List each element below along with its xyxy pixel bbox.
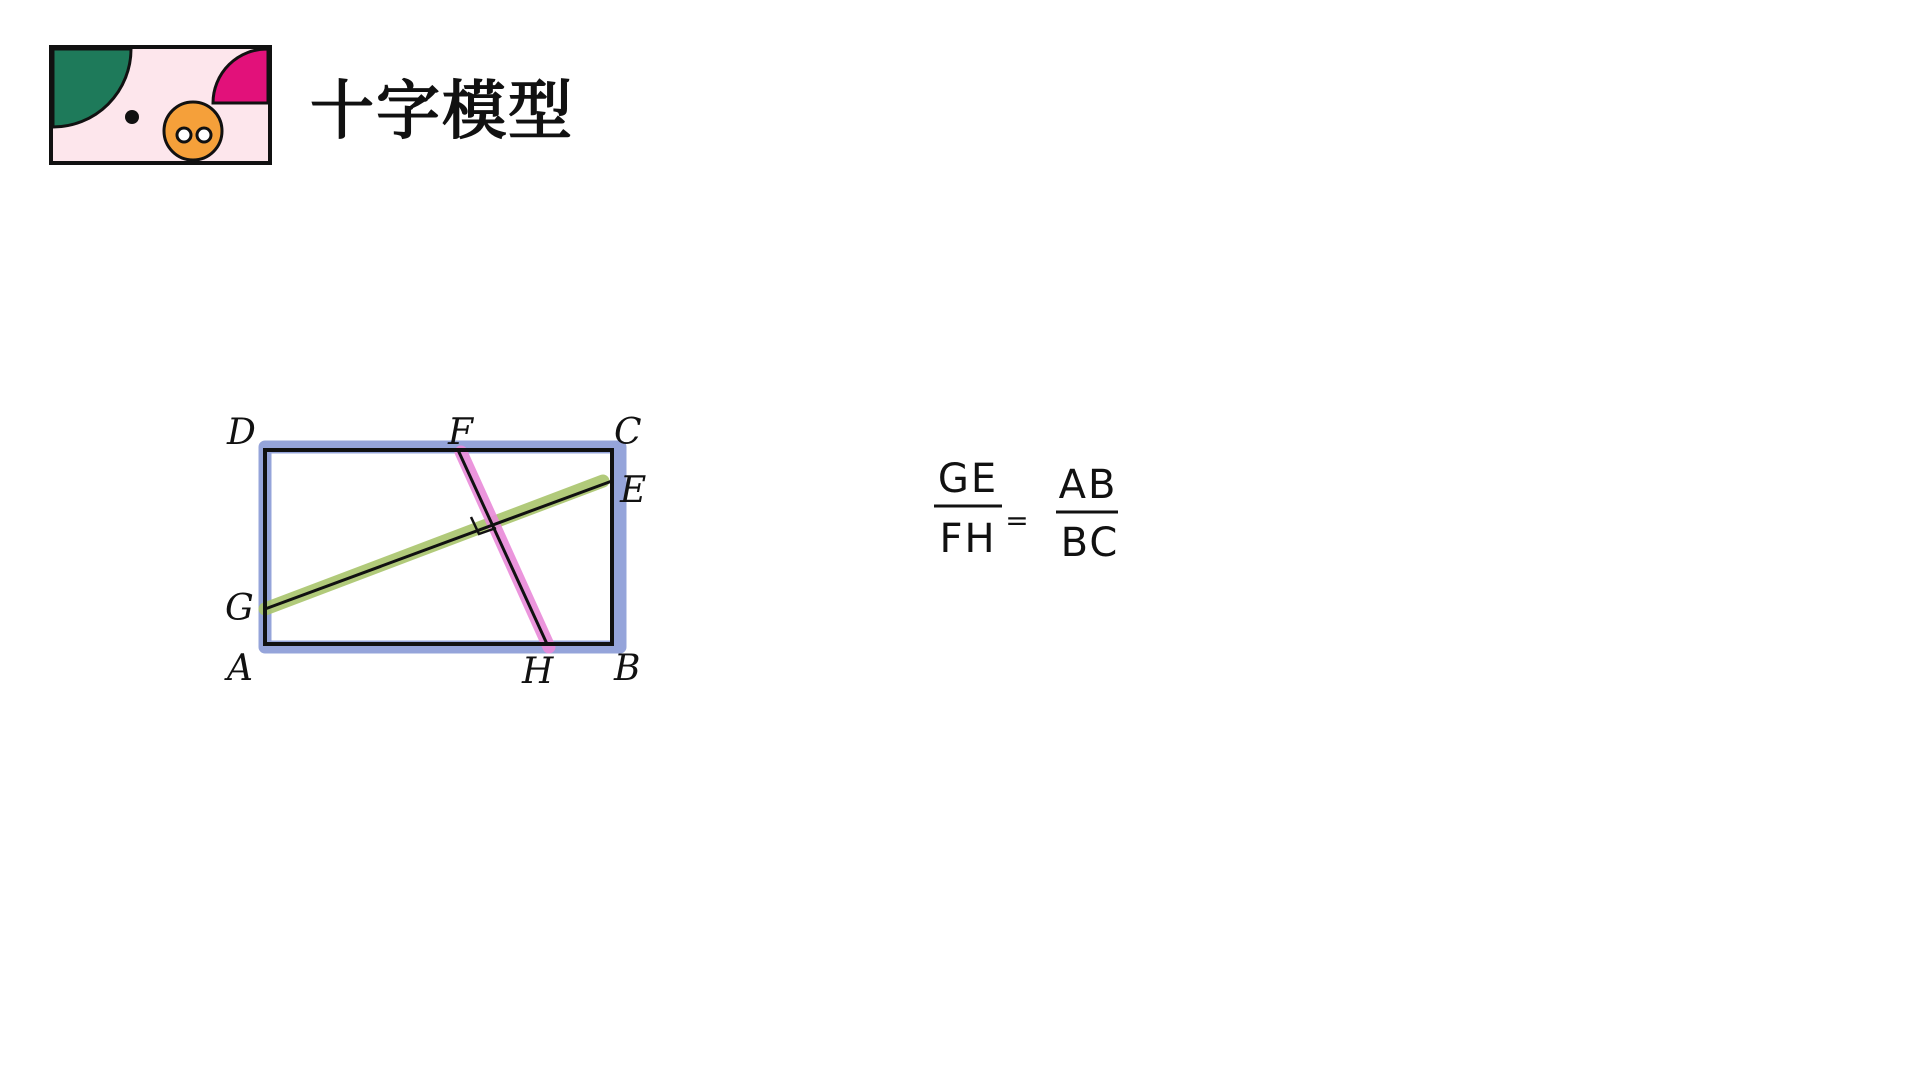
segment-ge: [265, 481, 612, 609]
equals-sign: =: [1005, 504, 1031, 537]
label-b: B: [614, 648, 641, 689]
fraction-right-denominator: BC: [1060, 520, 1120, 566]
label-f: F: [448, 412, 473, 453]
label-g: G: [225, 588, 254, 629]
label-e: E: [620, 470, 647, 511]
label-a: A: [227, 648, 253, 689]
segment-fh: [458, 450, 547, 644]
fraction-left-denominator: FH: [939, 516, 997, 562]
label-c: C: [614, 412, 642, 453]
label-h: H: [522, 651, 554, 692]
label-d: D: [227, 412, 256, 453]
fraction-right-numerator: AB: [1058, 462, 1118, 508]
ratio-formula: [918, 448, 1138, 578]
page-title: 十字模型: [310, 75, 574, 149]
fraction-left-numerator: GE: [937, 456, 999, 502]
